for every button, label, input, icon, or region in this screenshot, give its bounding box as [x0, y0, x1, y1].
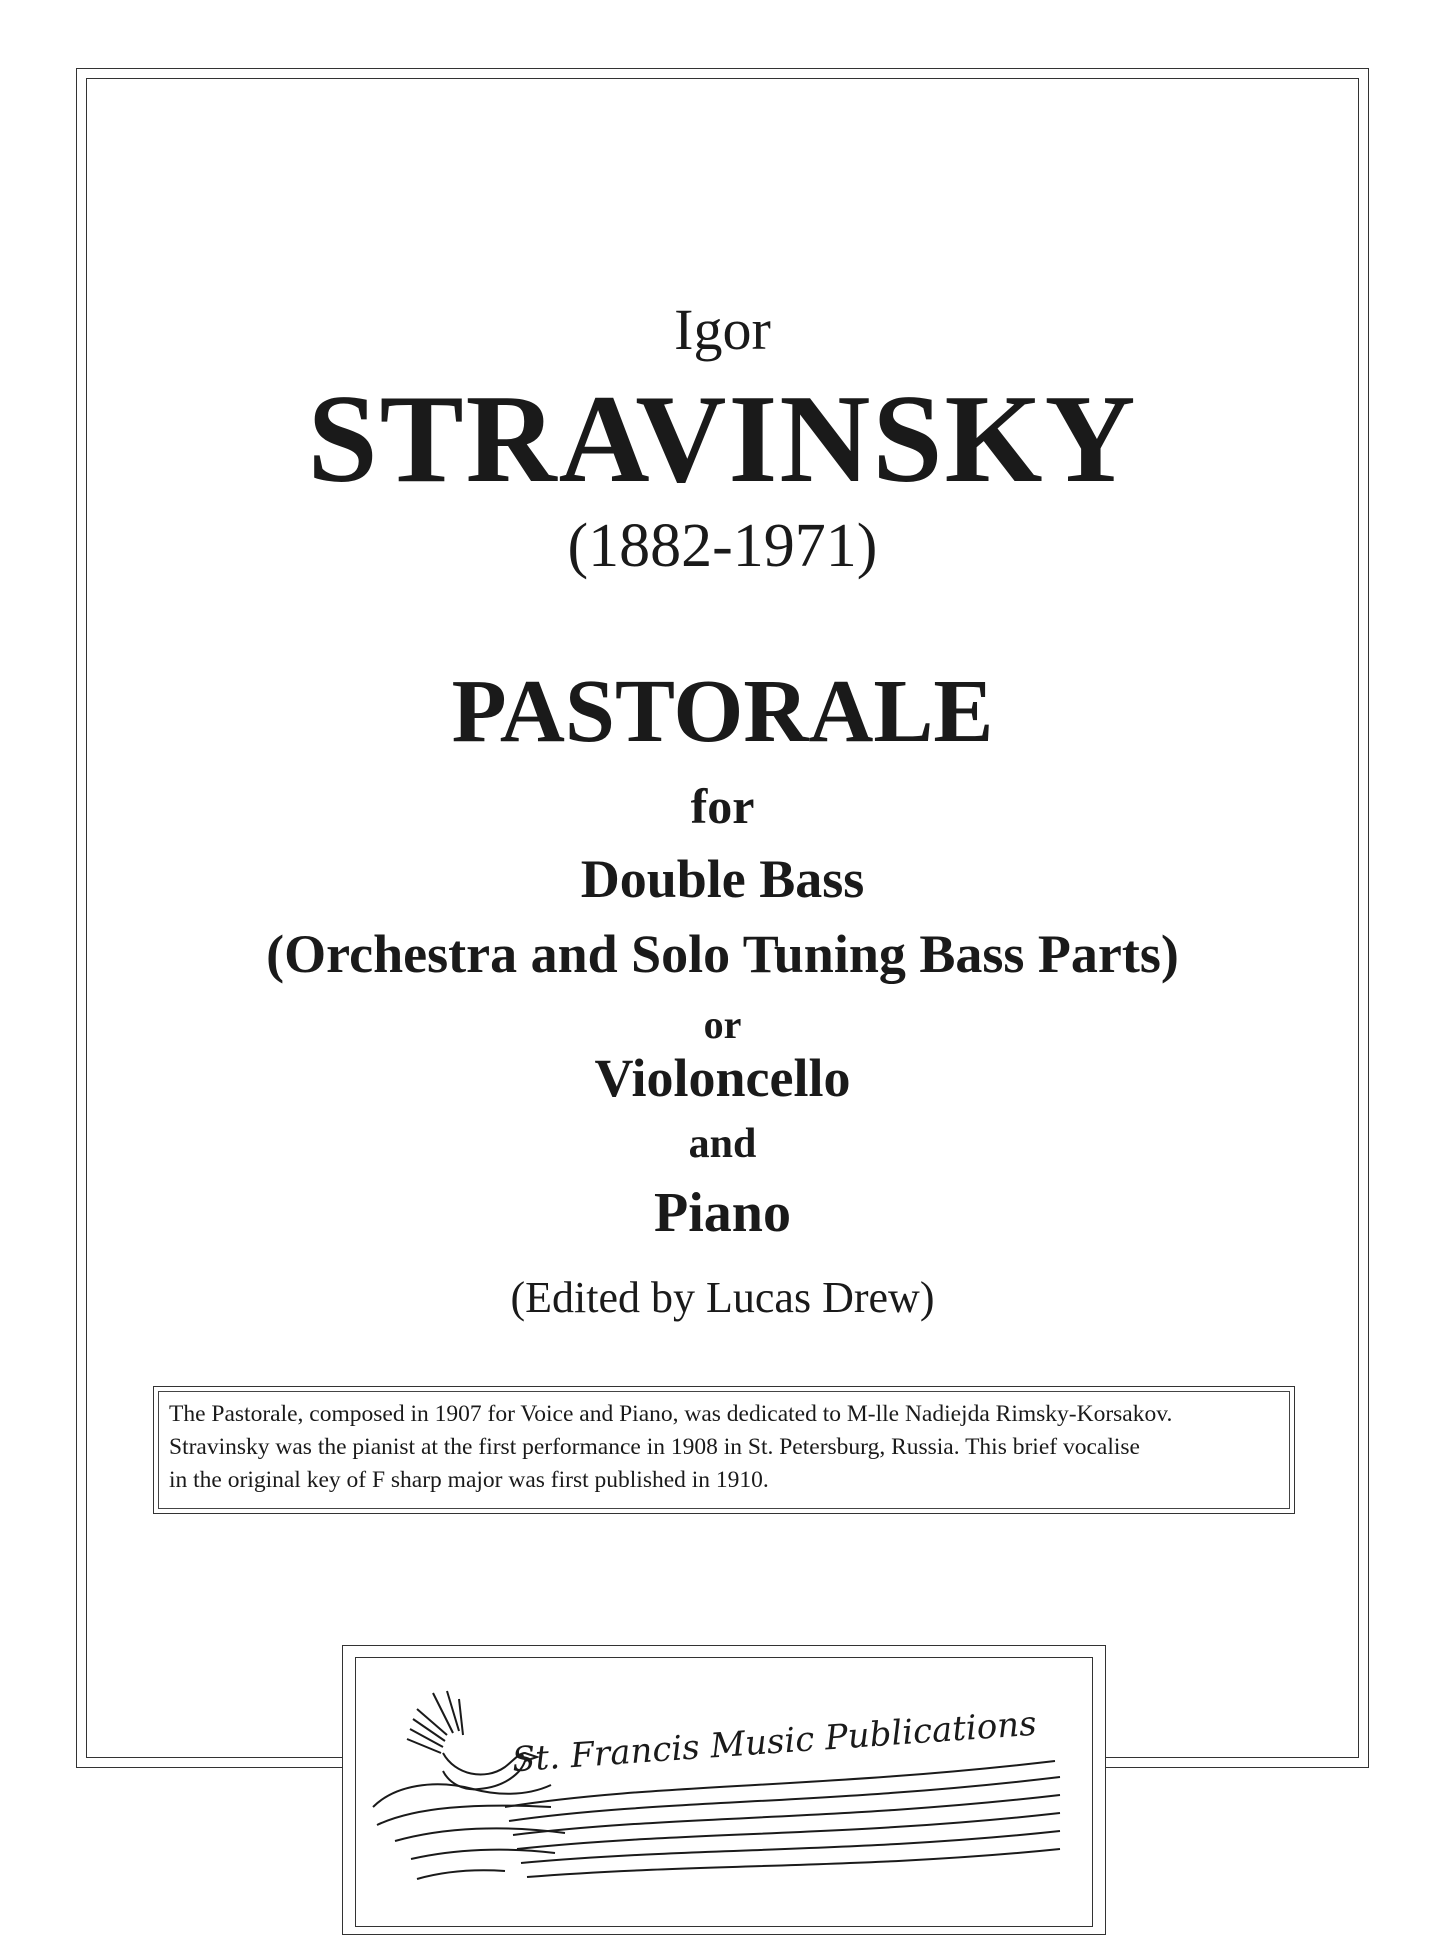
instrument-double-bass: Double Bass: [580, 849, 865, 909]
history-note-inner: [158, 1391, 1290, 1509]
note-line: Stravinsky was the pianist at the first performance in 1908 in St. Petersburg, Russia. This brief vocalise: [169, 1434, 1140, 1460]
composer-dates: (1882-1971): [567, 512, 878, 580]
composer-last-name: STRAVINSKY: [307, 370, 1138, 509]
publisher-name: St. Francis Music Publications: [510, 1703, 1038, 1781]
instrument-parts-note: (Orchestra and Solo Tuning Bass Parts): [266, 924, 1179, 984]
composer-first-name: Igor: [674, 297, 771, 362]
and-label: and: [688, 1121, 757, 1167]
or-label: or: [703, 1002, 742, 1047]
editor-credit: (Edited by Lucas Drew): [510, 1273, 935, 1322]
instrument-violoncello: Violoncello: [594, 1048, 851, 1108]
instrument-piano: Piano: [654, 1182, 791, 1244]
history-note-box: [153, 1386, 1295, 1514]
for-label: for: [690, 778, 755, 834]
publisher-logo: [355, 1657, 1093, 1927]
work-title: PASTORALE: [451, 662, 994, 761]
note-line: The Pastorale, composed in 1907 for Voice and Piano, was dedicated to M-lle Nadiejda Rimsky-Korsakov.: [169, 1401, 1173, 1427]
note-line: in the original key of F sharp major was first published in 1910.: [169, 1467, 769, 1493]
